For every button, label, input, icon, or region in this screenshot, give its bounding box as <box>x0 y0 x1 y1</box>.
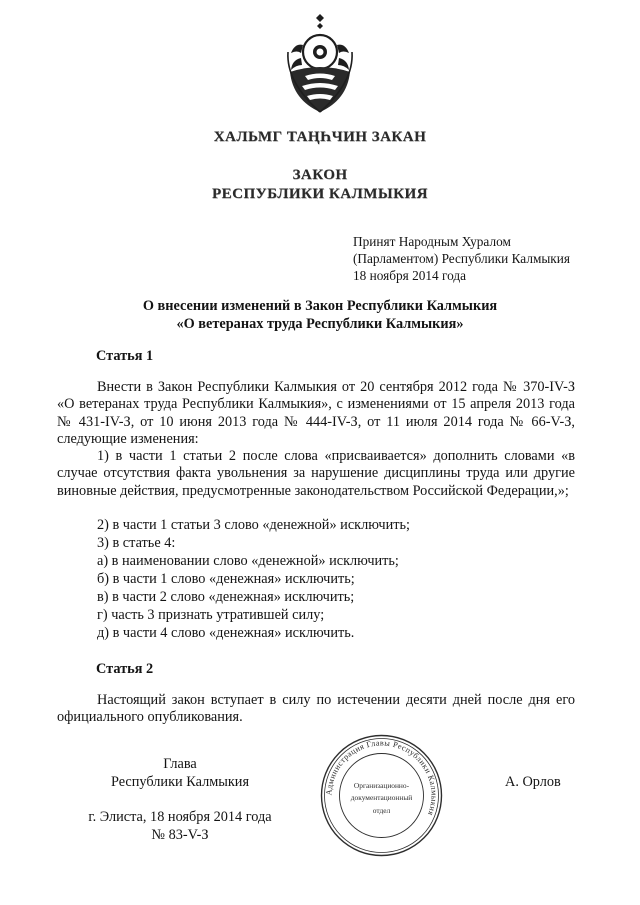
place-date: г. Элиста, 18 ноября 2014 года <box>88 809 272 825</box>
article-1-heading: Статья 1 <box>96 348 154 364</box>
article-1-item-3b: б) в части 1 слово «денежная» исключить; <box>97 571 355 587</box>
header-republic-label: РЕСПУБЛИКИ КАЛМЫКИЯ <box>211 186 428 202</box>
adoption-date: 18 ноября 2014 года <box>353 268 467 283</box>
stamp-center-line: отдел <box>372 806 391 815</box>
signature-place-date <box>60 808 300 844</box>
article-1-item-2: 2) в части 1 статьи 3 слово «денежной» исключить; <box>97 517 410 533</box>
signatory-role: Республики Калмыкия <box>110 774 250 790</box>
article-1-item-3: 3) в статье 4: <box>97 535 176 551</box>
article-1-intro: Внести в Закон Республики Калмыкия от 20 сентября 2012 года № 370-IV-З «О ветеранах труда Республики Калмыкия», с изменениями от 15 апреля 2013 года № 431-IV-З, от 10 июня 2013 года № 444-IV-З, от 11 июля 2014 года № 66-V-З, следующие изменения: <box>57 379 575 447</box>
adoption-line: (Парламентом) Республики Калмыкия <box>353 251 570 266</box>
header-title-kalmyk: ХАЛЬМГ ТАҢҺЧИН ЗАКАН <box>213 129 427 145</box>
official-stamp <box>319 733 444 858</box>
article-1-item-3a: а) в наименовании слово «денежной» исключить; <box>97 553 399 569</box>
article-1-item-1: 1) в части 1 статьи 2 после слова «присваивается» дополнить словами «в случае отсутствия факта увольнения за нарушение дисциплины труда или другие виновные действия, предусмотренные законодательством Российской Федерации,»; <box>57 448 575 499</box>
title-line: О внесении изменений в Закон Республики Калмыкия <box>142 298 498 314</box>
article-1-item-3c: в) в части 2 слово «денежная» исключить; <box>97 589 355 605</box>
coat-of-arms-emblem <box>285 12 355 115</box>
article-2-heading: Статья 2 <box>96 661 154 677</box>
adoption-line: Принят Народным Хуралом <box>353 234 511 249</box>
adoption-note <box>353 233 570 284</box>
stamp-ring-text: Администрация Главы Республики Калмыкия <box>324 738 439 817</box>
article-1-item-3d: г) часть 3 признать утратившей силу; <box>97 607 325 623</box>
article-1-item-3e: д) в части 4 слово «денежная» исключить. <box>97 625 355 641</box>
article-2-text: Настоящий закон вступает в силу по истечении десяти дней после дня его официального опубликования. <box>57 692 575 726</box>
signatory-role: Глава <box>163 756 197 772</box>
signatory-title <box>60 755 300 791</box>
stamp-center-line: документационный <box>350 793 413 802</box>
header-law-label: ЗАКОН <box>292 167 348 183</box>
law-number: № 83-V-З <box>151 827 209 843</box>
document-title <box>0 297 640 333</box>
title-line: «О ветеранах труда Республики Калмыкия» <box>176 316 464 332</box>
stamp-center-line: Организационно- <box>353 781 410 790</box>
signatory-name: А. Орлов <box>505 774 561 790</box>
